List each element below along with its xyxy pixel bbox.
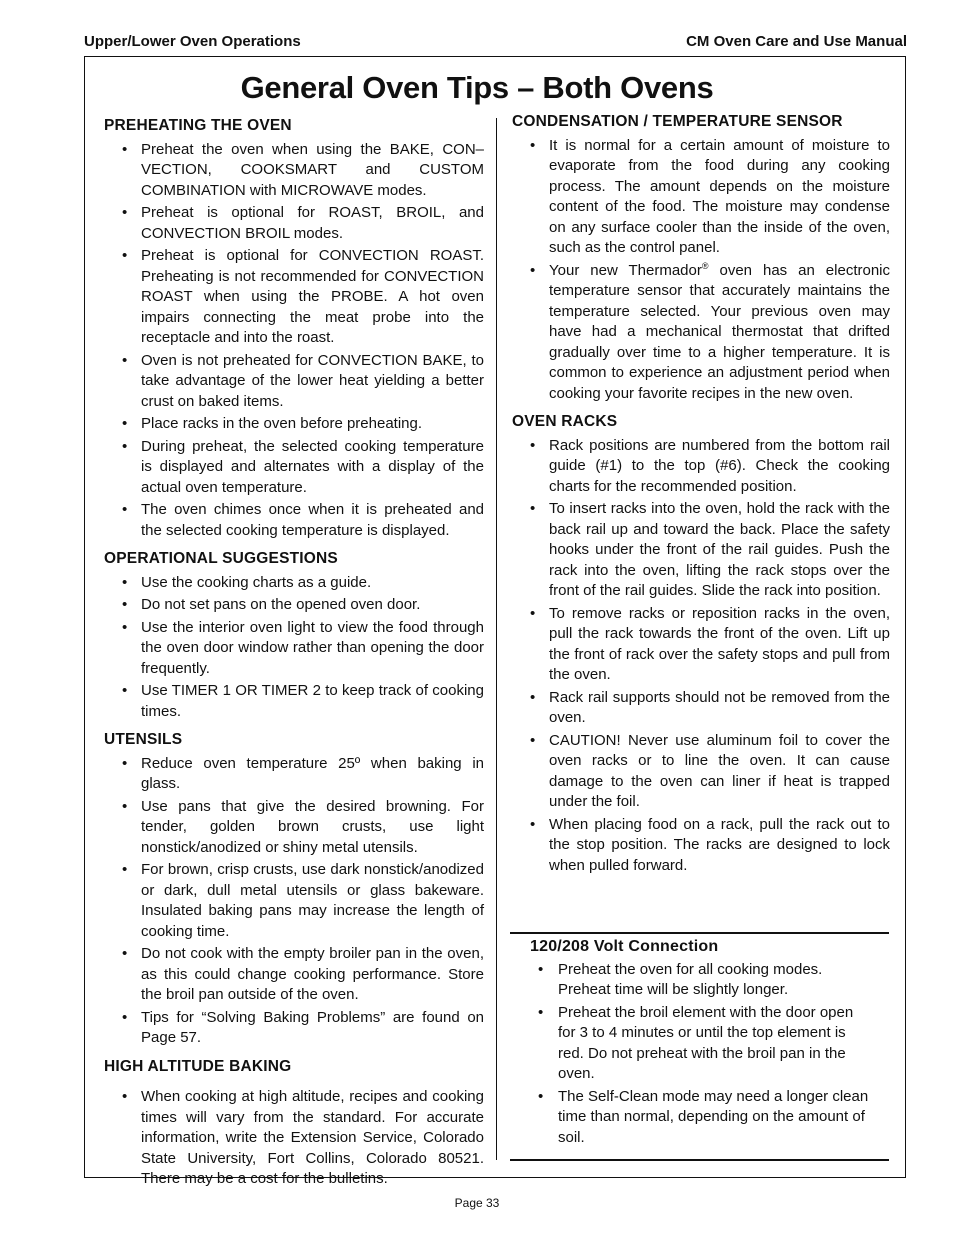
list-item: • Rack positions are numbered from the bottom rail guide (#1) to the top (#6). Check the cooking charts for the recommended position. <box>512 436 890 498</box>
list-item: • Do not set pans on the opened oven door. <box>104 595 484 616</box>
list-item: • During preheat, the selected cooking temperature is displayed and alternates with a display of the actual oven temperature. <box>104 437 484 499</box>
list-item: • Preheat is optional for ROAST, BROIL, and CONVECTION BROIL modes. <box>104 203 484 244</box>
header-section-title: Upper/Lower Oven Operations <box>84 33 301 50</box>
utensils-section <box>104 730 484 1049</box>
page-number: Page 33 <box>454 1196 500 1210</box>
list-item: • Preheat the broil element with the door open for 3 to 4 minutes or until the top element is red. Do not preheat with the broil pan in the oven. <box>530 1003 871 1085</box>
list-item: • Preheat the oven for all cooking modes. Preheat time will be slightly longer. <box>530 960 871 1001</box>
list-item: • Preheat is optional for CONVECTION ROAST. Preheating is not recommended for CONVECTION ROAST when using the PROBE. A hot oven impairs connecting the meat probe into the receptacle and into the roast. <box>104 246 484 349</box>
condensation-section <box>512 112 890 404</box>
operational-heading: OPERATIONAL SUGGESTIONS <box>104 550 338 567</box>
list-item: • Place racks in the oven before preheating. <box>104 414 484 435</box>
altitude-heading: HIGH ALTITUDE BAKING <box>104 1057 292 1075</box>
thermador-text: Your new Thermador <box>549 261 702 279</box>
list-item: • Preheat the oven when using the BAKE, CON–VECTION, COOKSMART and CUSTOM COMBINATION with MICROWAVE modes. <box>104 140 484 202</box>
preheating-section <box>104 116 484 541</box>
utensils-heading: UTENSILS <box>104 731 183 748</box>
right-column <box>512 112 890 884</box>
list-item: • It is normal for a certain amount of moisture to evaporate from the food during any cooking process. The amount depends on the moisture content of the food. The moisture may condense on any surface cooler than the inside of the oven, such as the control panel. <box>512 136 890 259</box>
list-item: • The oven chimes once when it is preheated and the selected cooking temperature is displayed. <box>104 500 484 541</box>
condensation-heading: CONDENSATION / TEMPERATURE SENSOR <box>512 113 843 130</box>
registered-mark: ® <box>701 260 709 271</box>
racks-list <box>512 436 890 877</box>
list-item: • To remove racks or reposition racks in the oven, pull the rack towards the front of the oven. Lift up the front of rack over the safety stops and pull from the oven. <box>512 604 890 686</box>
list-item: • Oven is not preheated for CONVECTION BAKE, to take advantage of the lower heat yielding a better crust on baked items. <box>104 351 484 413</box>
list-item: • Reduce oven temperature 25º when baking in glass. <box>104 754 484 795</box>
list-item: • For brown, crisp crusts, use dark nonstick/anodized or dark, dull metal utensils or glass bakeware. Insulated baking pans may increase the length of cooking time. <box>104 860 484 942</box>
altitude-list <box>104 1087 484 1190</box>
list-item: • Use the interior oven light to view the food through the oven door window rather than opening the door frequently. <box>104 618 484 680</box>
racks-heading: OVEN RACKS <box>512 413 618 430</box>
page-title: General Oven Tips – Both Ovens <box>240 70 714 105</box>
list-item: • Rack rail supports should not be removed from the oven. <box>512 688 890 729</box>
volt-heading: 120/208 Volt Connection <box>530 938 719 955</box>
volt-connection-box <box>510 932 889 1161</box>
preheating-heading: PREHEATING THE OVEN <box>104 117 292 134</box>
operational-list <box>104 573 484 723</box>
list-item: • CAUTION! Never use aluminum foil to cover the oven racks or to line the oven. It can cause damage to the oven can liner if heat is trapped under the foil. <box>512 731 890 813</box>
utensils-list <box>104 754 484 1049</box>
sensor-text: oven has an electronic temperature sensor that accurately maintains the temperature selected. Your previous oven may have had a mechanical thermostat that drifted gradually over time to a higher temperature. It is common to experience an adjustment period when cooking your favorite recipes in the new oven. <box>549 261 891 402</box>
list-item: • Use the cooking charts as a guide. <box>104 573 484 594</box>
list-item: • Use pans that give the desired browning. For tender, golden brown crusts, use light nonstick/anodized or shiny metal utensils. <box>104 797 484 859</box>
column-divider <box>496 118 497 1160</box>
left-column <box>104 116 484 1198</box>
condensation-list <box>512 136 890 405</box>
racks-section <box>512 412 890 876</box>
list-item: • The Self-Clean mode may need a longer clean time than normal, depending on the amount of soil. <box>530 1087 871 1149</box>
header-manual-title: CM Oven Care and Use Manual <box>686 33 907 50</box>
preheating-list <box>104 140 484 542</box>
list-item <box>512 261 890 405</box>
list-item: • Tips for “Solving Baking Problems” are found on Page 57. <box>104 1008 484 1049</box>
list-item: • Do not cook with the empty broiler pan in the oven, as this could change cooking performance. Store the broil pan outside of the oven. <box>104 944 484 1006</box>
list-item: • When placing food on a rack, pull the rack out to the stop position. The racks are designed to lock when pulled forward. <box>512 815 890 877</box>
list-item: • Use TIMER 1 OR TIMER 2 to keep track of cooking times. <box>104 681 484 722</box>
altitude-section <box>104 1057 484 1190</box>
operational-section <box>104 549 484 722</box>
list-item: • To insert racks into the oven, hold the rack with the back rail up and toward the back. Place the safety hooks under the front of the rail guides. Push the rack into the oven, lifting the rack stops over the front of the rail guides. Slide the rack into position. <box>512 499 890 602</box>
volt-list <box>530 960 871 1149</box>
list-item: • When cooking at high altitude, recipes and cooking times will vary from the standard. For accurate information, write the Extension Service, Colorado State University, Fort Collins, Colorado 80521. There may be a cost for the bulletins. <box>104 1087 484 1190</box>
